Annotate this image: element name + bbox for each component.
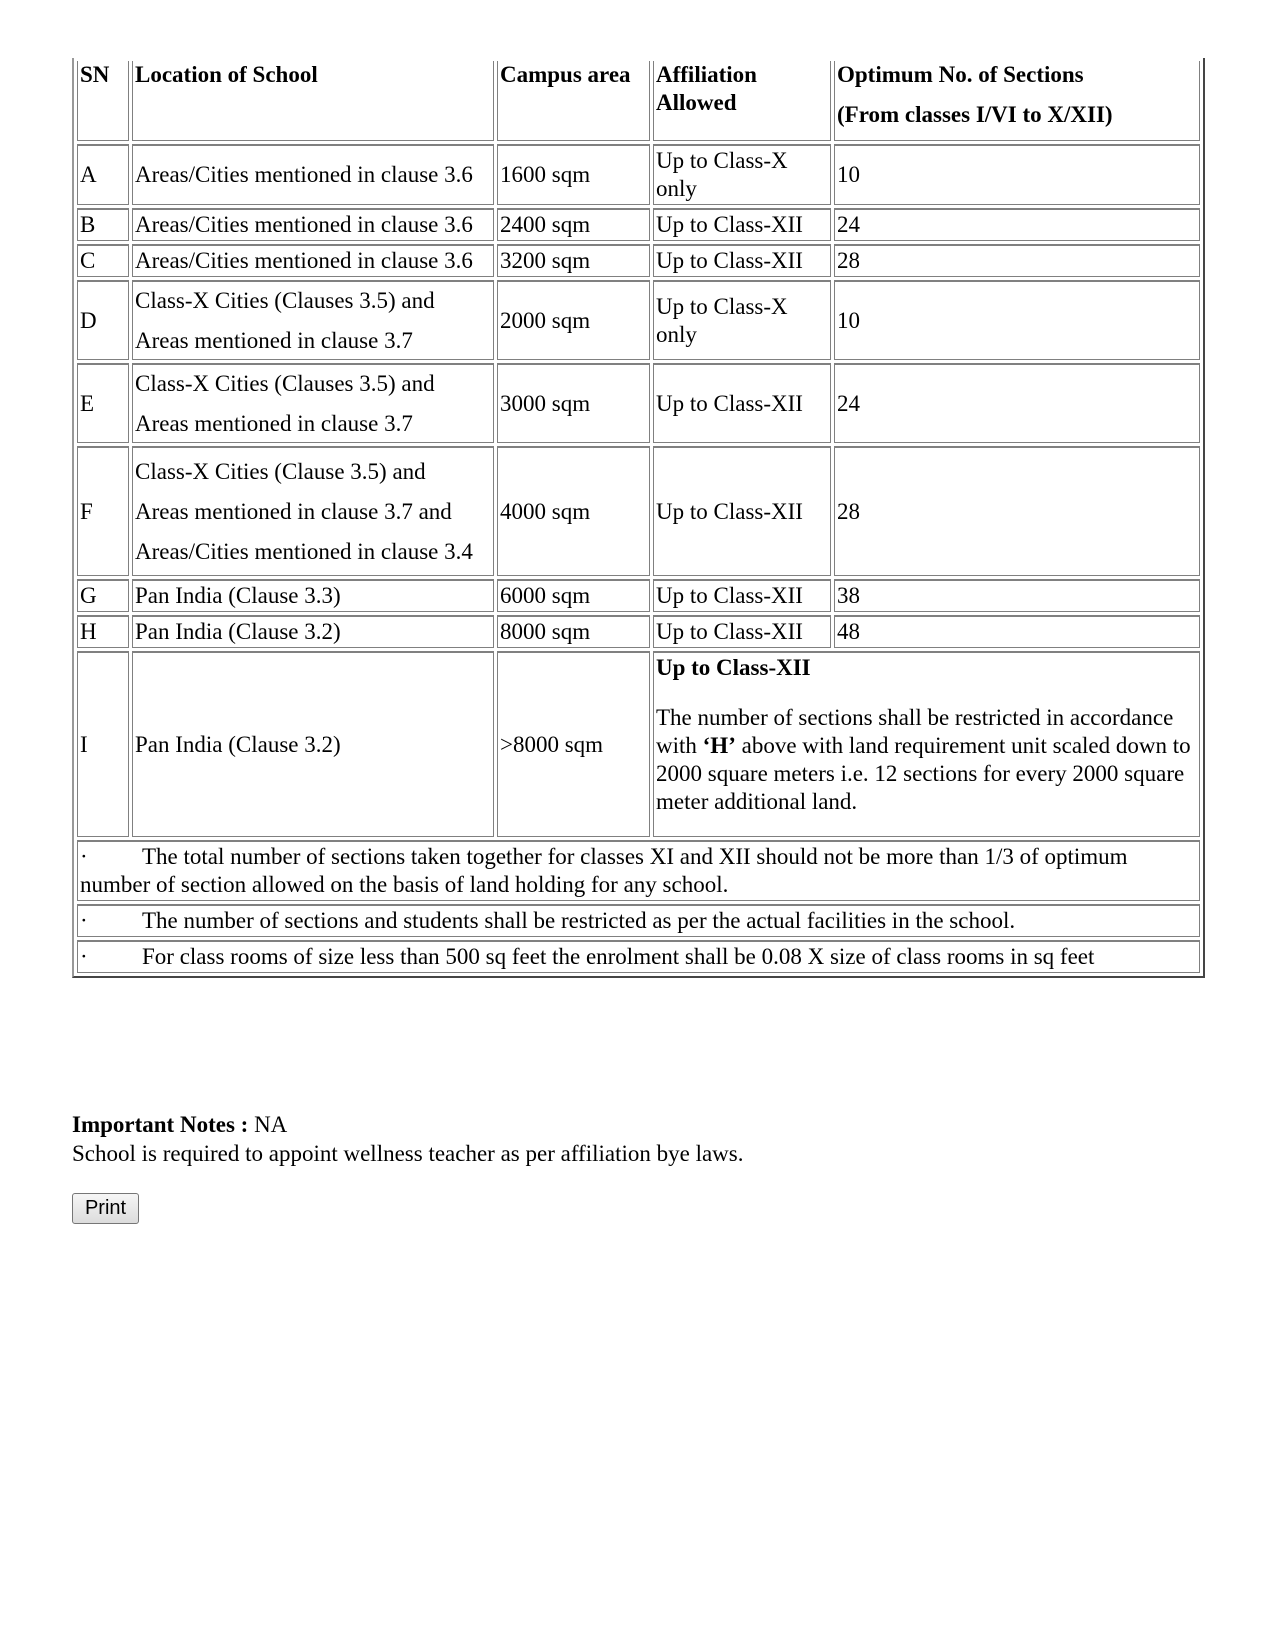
row-i-explanation: The number of sections shall be restricted in accordance with ‘H’ above with land requirement unit scaled down to 2000 square meters i.e. 12 sections for every 2000 square meter additional land. [656, 705, 1191, 814]
header-affiliation: Affiliation Allowed [653, 61, 831, 141]
location-line: Class-X Cities (Clauses 3.5) and [135, 370, 435, 396]
cell-affiliation: Up to Class-XII [653, 208, 831, 241]
header-sections-title: Optimum No. of Sections [837, 62, 1084, 87]
table-header-row [77, 61, 1200, 141]
sections-table-body [77, 61, 1200, 973]
cell-sections: 24 [834, 363, 1200, 443]
cell-sections: 38 [834, 579, 1200, 612]
cell-sections: 24 [834, 208, 1200, 241]
sections-table-container [72, 58, 1205, 978]
cell-campus-area: 3000 sqm [497, 363, 650, 443]
important-notes-value: NA [254, 1112, 288, 1137]
cell-campus-area: 3200 sqm [497, 244, 650, 277]
cell-campus-area: 8000 sqm [497, 615, 650, 648]
location-line: Areas mentioned in clause 3.7 [135, 327, 413, 353]
cell-campus-area: 2400 sqm [497, 208, 650, 241]
header-location: Location of School [132, 61, 494, 141]
note-row [77, 904, 1200, 937]
cell-sn: F [77, 446, 129, 576]
print-button[interactable]: Print [72, 1193, 139, 1224]
table-row [77, 579, 1200, 612]
table-row [77, 244, 1200, 277]
location-line: Areas mentioned in clause 3.7 [135, 410, 413, 436]
important-notes-line [72, 1110, 744, 1139]
location-line: Areas/Cities mentioned in clause 3.4 [135, 538, 473, 564]
header-campus-area: Campus area [497, 61, 650, 141]
location-line: Pan India (Clause 3.3) [135, 583, 341, 608]
cell-sn: C [77, 244, 129, 277]
note-text: The total number of sections taken together for classes XI and XII should not be more than 1/3 of optimum number of section allowed on the basis of land holding for any school. [80, 844, 1128, 897]
cell-sn: G [77, 579, 129, 612]
cell-affiliation: Up to Class-X only [653, 280, 831, 360]
cell-sn: A [77, 144, 129, 205]
note-bullet: · [80, 908, 88, 933]
cell-affiliation: Up to Class-XII [653, 579, 831, 612]
cell-campus-area: 4000 sqm [497, 446, 650, 576]
note-text: The number of sections and students shall be restricted as per the actual facilities in the school. [142, 908, 1016, 933]
cell-sn: E [77, 363, 129, 443]
cell-sections: 28 [834, 244, 1200, 277]
sections-table [72, 58, 1205, 978]
table-row [77, 615, 1200, 648]
cell-sections: 28 [834, 446, 1200, 576]
table-row [77, 144, 1200, 205]
cell-affiliation-sections-merged [653, 651, 1200, 837]
note-cell [77, 840, 1200, 901]
note-cell [77, 904, 1200, 937]
cell-sections: 48 [834, 615, 1200, 648]
cell-location [132, 579, 494, 612]
cell-affiliation: Up to Class-XII [653, 244, 831, 277]
cell-location [132, 208, 494, 241]
table-row [77, 651, 1200, 837]
cell-location [132, 363, 494, 443]
location-line: Areas/Cities mentioned in clause 3.6 [135, 162, 473, 187]
cell-affiliation: Up to Class-XII [653, 446, 831, 576]
location-line: Pan India (Clause 3.2) [135, 619, 341, 644]
note-cell [77, 940, 1200, 973]
cell-affiliation: Up to Class-X only [653, 144, 831, 205]
cell-location [132, 446, 494, 576]
location-line: Class-X Cities (Clause 3.5) and [135, 458, 426, 484]
location-line: Areas mentioned in clause 3.7 and [135, 498, 452, 524]
cell-sn: I [77, 651, 129, 837]
important-notes-label: Important Notes : [72, 1112, 249, 1137]
table-row [77, 363, 1200, 443]
location-line: Areas/Cities mentioned in clause 3.6 [135, 248, 473, 273]
cell-location [132, 144, 494, 205]
row-i-affiliation: Up to Class-XII [656, 655, 811, 680]
wellness-teacher-note: School is required to appoint wellness teacher as per affiliation bye laws. [72, 1141, 744, 1166]
cell-affiliation: Up to Class-XII [653, 615, 831, 648]
header-optimum-sections [834, 61, 1200, 141]
cell-campus-area: 6000 sqm [497, 579, 650, 612]
table-row [77, 208, 1200, 241]
note-row [77, 840, 1200, 901]
cell-campus-area: 1600 sqm [497, 144, 650, 205]
cell-sections: 10 [834, 144, 1200, 205]
important-notes [72, 1110, 744, 1168]
table-row [77, 280, 1200, 360]
cell-location: Pan India (Clause 3.2) [132, 651, 494, 837]
cell-location [132, 244, 494, 277]
cell-sections: 10 [834, 280, 1200, 360]
cell-sn: H [77, 615, 129, 648]
header-sn: SN [77, 61, 129, 141]
cell-location [132, 615, 494, 648]
note-row [77, 940, 1200, 973]
cell-affiliation: Up to Class-XII [653, 363, 831, 443]
note-bullet: · [80, 944, 88, 969]
cell-sn: B [77, 208, 129, 241]
cell-campus-area: 2000 sqm [497, 280, 650, 360]
table-row [77, 446, 1200, 576]
location-line: Areas/Cities mentioned in clause 3.6 [135, 212, 473, 237]
note-text: For class rooms of size less than 500 sq feet the enrolment shall be 0.08 X size of class rooms in sq feet [142, 944, 1095, 969]
cell-campus-area: >8000 sqm [497, 651, 650, 837]
header-sections-subtitle: (From classes I/VI to X/XII) [837, 102, 1113, 127]
location-line: Class-X Cities (Clauses 3.5) and [135, 287, 435, 313]
note-bullet: · [80, 844, 88, 869]
cell-sn: D [77, 280, 129, 360]
cell-location [132, 280, 494, 360]
